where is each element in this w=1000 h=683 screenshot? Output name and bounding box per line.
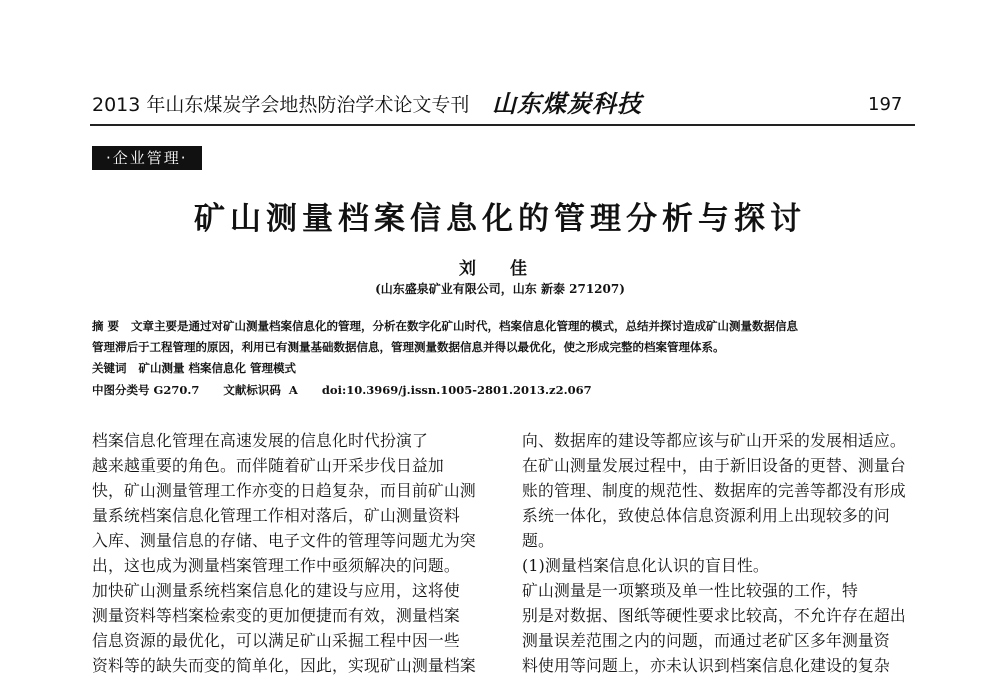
keywords-line [92, 360, 296, 376]
body-left-line: 快，矿山测量管理工作亦变的日趋复杂，而目前矿山测 [92, 481, 476, 500]
body-right-line: 别是对数据、图纸等硬性要求比较高，不允许存在超出 [522, 606, 906, 625]
abstract-line-1 [92, 318, 798, 334]
abstract-text-1: 文章主要是通过对矿山测量档案信息化的管理，分析在数字化矿山时代，档案信息化管理的模式，总结并探讨造成矿山测量数据信息 [131, 319, 799, 333]
body-right-line: 测量误差范围之内的问题，而通过老矿区多年测量资 [522, 631, 890, 650]
header-divider [90, 124, 915, 126]
journal-issue-header: 2013 年山东煤炭学会地热防治学术论文专刊 [92, 94, 470, 116]
body-left-line: 档案信息化管理在高速发展的信息化时代扮演了 [92, 431, 428, 450]
body-left-line: 加快矿山测量系统档案信息化的建设与应用，这将使 [92, 581, 460, 600]
abstract-line-2: 管理滞后于工程管理的原因，利用已有测量基础数据信息，管理测量数据信息并得以最优化，使之形成完整的档案管理体系。 [92, 340, 725, 354]
body-right-line: 向、数据库的建设等都应该与矿山开采的发展相适应。 [522, 431, 906, 450]
doc-code-label: 文献标识码 [223, 383, 281, 397]
doi: doi:10.3969/j.issn.1005-2801.2013.z2.067 [321, 383, 592, 397]
body-left-line: 入库、测量信息的存储、电子文件的管理等问题尤为突 [92, 531, 476, 550]
keywords-text: 矿山测量 档案信息化 管理模式 [138, 361, 297, 375]
paper-title: 矿山测量档案信息化的管理分析与探讨 [194, 201, 806, 237]
body-right-line: 题。 [522, 531, 554, 550]
body-left-line: 测量资料等档案检索变的更加便捷而有效，测量档案 [92, 606, 460, 625]
section-heading: (1)测量档案信息化认识的盲目性。 [522, 556, 769, 575]
body-left-line: 量系统档案信息化管理工作相对落后，矿山测量资料 [92, 506, 460, 525]
journal-logo: 山东煤炭科技 [492, 89, 642, 118]
abstract-label: 摘 要 [92, 319, 120, 333]
body-right-line: 矿山测量是一项繁琐及单一性比较强的工作，特 [522, 581, 858, 600]
body-left-line: 越来越重要的角色。而伴随着矿山开采步伐日益加 [92, 456, 444, 475]
classification-line [92, 382, 592, 398]
column-badge: ·企业管理· [92, 146, 202, 170]
keywords-label: 关键词 [92, 361, 127, 375]
page-number: 197 [868, 94, 903, 115]
body-left-line: 信息资源的最优化，可以满足矿山采掘工程中因一些 [92, 631, 460, 650]
body-right-line: 账的管理、制度的规范性、数据库的完善等都没有形成 [522, 481, 906, 500]
body-left-line: 资料等的缺失而变的简单化，因此，实现矿山测量档案 [92, 656, 476, 675]
author: 刘 佳 [459, 259, 541, 279]
body-left-line: 出，这也成为测量档案管理工作中亟须解决的问题。 [92, 556, 460, 575]
affiliation: (山东盛泉矿业有限公司，山东 新泰 271207) [375, 282, 625, 296]
body-right-line: 在矿山测量发展过程中，由于新旧设备的更替、测量台 [522, 456, 906, 475]
clc-label: 中图分类号 [92, 383, 150, 397]
body-right-line: 系统一体化，致使总体信息资源利用上出现较多的问 [522, 506, 890, 525]
doc-code: A [288, 383, 298, 397]
body-right-line: 料使用等问题上，亦未认识到档案信息化建设的复杂 [522, 656, 890, 675]
clc-code: G270.7 [153, 383, 200, 397]
